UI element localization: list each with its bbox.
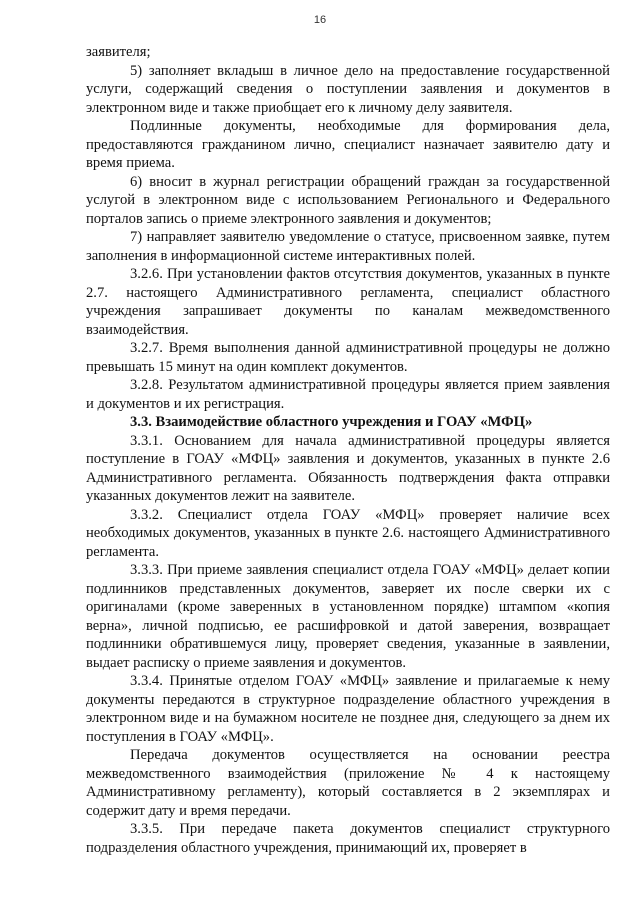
document-body: [86, 43, 610, 857]
paragraph: 3.3.3. При приеме заявления специалист отдела ГОАУ «МФЦ» делает копии подлинников представленных документов, заверяет их после сверки их с оригиналами (кроме заверенных в установленном порядке) штампом «копия верна», личной подписью, ее расшифровкой и датой заверения, возвращает подлинники обратившемуся лицу, проверяет сведения, указанные в заявлении, выдает расписку о приеме заявления и документов.: [86, 562, 610, 671]
paragraph: 3.2.8. Результатом административной процедуры является прием заявления и документов и их регистрация.: [86, 377, 610, 412]
page-number: 16: [313, 14, 327, 26]
paragraph: Подлинные документы, необходимые для формирования дела, предоставляются гражданином лично, специалист назначает заявителю дату и время приема.: [86, 118, 610, 171]
paragraph: 6) вносит в журнал регистрации обращений граждан за государственной услугой в электронном виде с использованием Регионального и Федерального порталов запись о приеме электронного заявления и документов;: [86, 173, 610, 227]
paragraph: 7) направляет заявителю уведомление о статусе, присвоенном заявке, путем заполнения в информационной системе интерактивных полей.: [86, 229, 610, 264]
paragraph: 3.3.5. При передаче пакета документов специалист структурного подразделения областного учреждения, принимающий их, проверяет в: [86, 821, 610, 856]
paragraph: Передача документов осуществляется на основании реестра межведомственного взаимодействия (приложение № 4 к настоящему Административному регламенту), который составляется в 2 экземплярах и содержит дату и время передачи.: [86, 747, 610, 819]
section-heading: 3.3. Взаимодействие областного учреждения и ГОАУ «МФЦ»: [130, 414, 533, 430]
paragraph: 3.3.2. Специалист отдела ГОАУ «МФЦ» проверяет наличие всех необходимых документов, указанных в пункте 2.6. настоящего Административного регламента.: [86, 506, 610, 560]
paragraph: 5) заполняет вкладыш в личное дело на предоставление государственной услуги, содержащий сведения о поступлении заявления и документов в электронном виде и также приобщает его к личному делу заявителя.: [86, 62, 610, 116]
paragraph: заявителя;: [86, 44, 151, 60]
paragraph: 3.2.7. Время выполнения данной административной процедуры не должно превышать 15 минут на один комплект документов.: [86, 340, 610, 375]
paragraph: 3.3.4. Принятые отделом ГОАУ «МФЦ» заявление и прилагаемые к нему документы передаются в структурное подразделение областного учреждения в электронном виде и на бумажном носителе не позднее дня, следующего за днем их поступления в ГОАУ «МФЦ».: [86, 673, 610, 745]
paragraph: 3.2.6. При установлении фактов отсутствия документов, указанных в пункте 2.7. настоящего Административного регламента, специалист областного учреждения запрашивает документы по каналам межведомственного взаимодействия.: [86, 266, 610, 338]
paragraph: 3.3.1. Основанием для начала административной процедуры является поступление в ГОАУ «МФЦ» заявления и документов, указанных в пункте 2.6 Административного регламента. Обязанность подтверждения факта отправки указанных документов лежит на заявителе.: [86, 432, 610, 504]
